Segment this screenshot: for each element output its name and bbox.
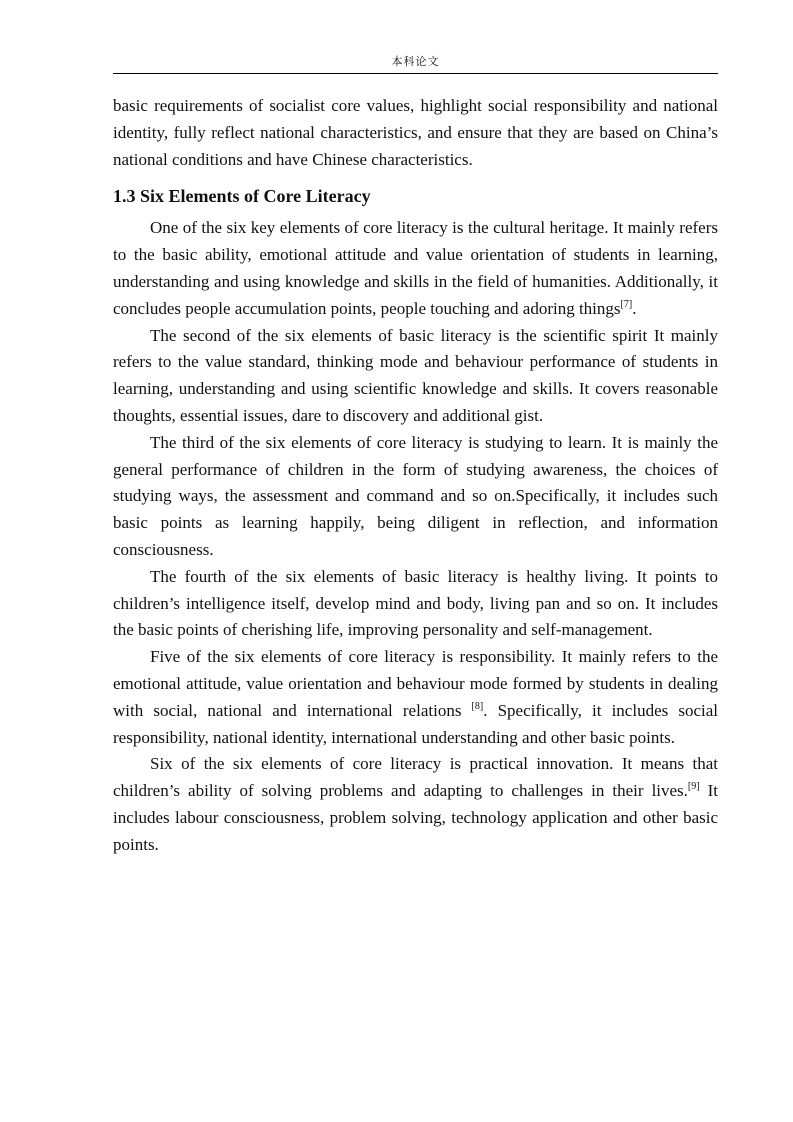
page-content — [113, 93, 718, 859]
citation-8: [8] — [471, 700, 484, 712]
paragraph-tail: It includes labour consciousness, problem solving, technology application and other basic points. — [113, 781, 718, 854]
paragraph-scientific-spirit — [113, 323, 718, 430]
paragraph-healthy-living — [113, 564, 718, 644]
paragraph-tail: . — [632, 298, 637, 318]
section-heading: 1.3 Six Elements of Core Literacy — [113, 186, 371, 207]
paragraph-practical-innovation — [113, 751, 718, 858]
paragraph-text: One of the six key elements of core literacy is the cultural heritage. It mainly refers to the basic ability, emotional attitude and value orientation of students in learning, understanding and using knowledge and skills in the field of humanities. Additionally, it concludes people accumulation points, people touching and adoring things — [113, 218, 718, 318]
running-header: 本科论文 — [391, 55, 440, 68]
paragraph-cultural-heritage — [113, 215, 718, 322]
citation-9: [9] — [687, 781, 700, 793]
paragraph-learning-to-learn — [113, 430, 718, 564]
paragraph-responsibility — [113, 644, 718, 751]
paragraph-text: Six of the six elements of core literacy is practical innovation. It means that children’s ability of solving problems and adapting to challenges in their lives. — [113, 754, 718, 801]
paragraph-text: The fourth of the six elements of basic literacy is healthy living. It points to children’s intelligence itself, develop mind and body, living pan and so on. It includes the basic points of cherishing life, improving personality and self-management. — [113, 566, 718, 640]
citation-7: [7] — [620, 298, 633, 310]
intro-paragraph: basic requirements of socialist core values, highlight social responsibility and national identity, fully reflect national characteristics, and ensure that they are based on China’s national conditions and have Chinese characteristics. — [113, 96, 718, 169]
paragraph-text: The second of the six elements of basic literacy is the scientific spirit It mainly refers to the value standard, thinking mode and behaviour performance of students in learning, understanding and using scientific knowledge and skills. It covers reasonable thoughts, essential issues, dare to discovery and additional gist. — [113, 325, 718, 425]
header-rule — [113, 73, 718, 74]
paragraph-text: The third of the six elements of core literacy is studying to learn. It is mainly the general performance of children in the form of studying awareness, the choices of studying ways, the assessment and command and so on.Specifically, it includes such basic points as learning happily, being diligent in reflection, and information consciousness. — [113, 432, 718, 559]
paragraph-text: Five of the six elements of core literacy is responsibility. It mainly refers to the emotional attitude, value orientation and behaviour mode formed by students in dealing with social, national and international relations — [113, 647, 718, 720]
paragraph-tail: . Specifically, it includes social responsibility, national identity, international understanding and other basic points. — [113, 700, 718, 747]
